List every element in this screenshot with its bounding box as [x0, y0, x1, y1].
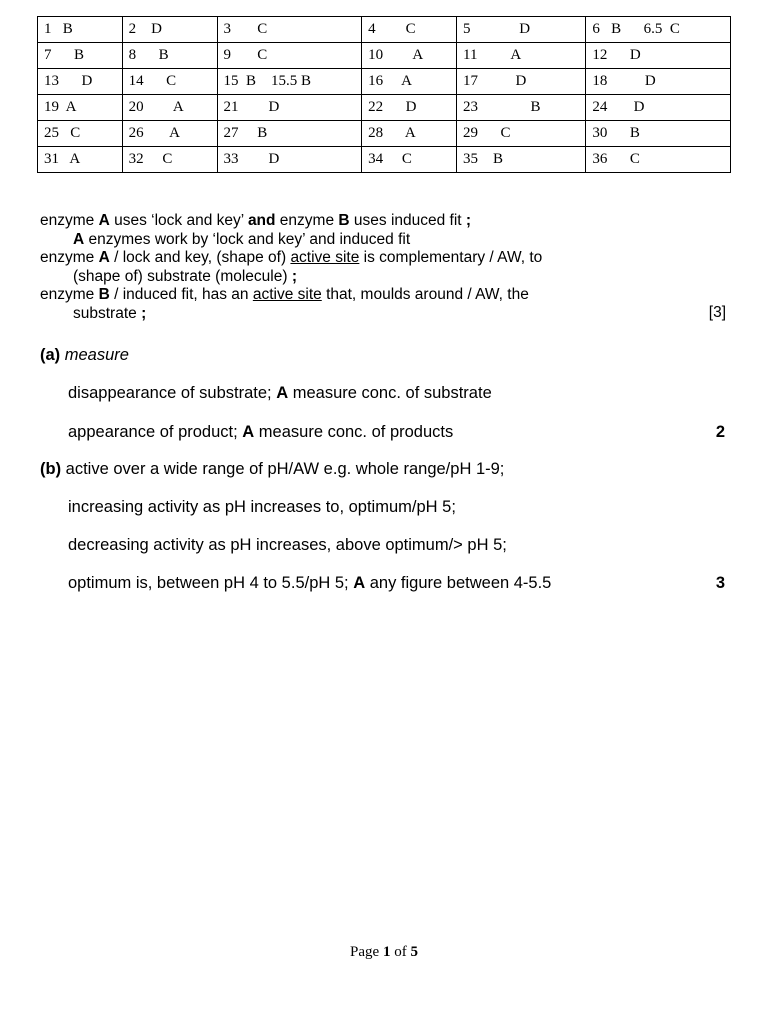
answer-grid-row — [38, 147, 731, 173]
answer-cell: 30 B — [586, 121, 731, 147]
answer-cell: 13 D — [38, 69, 123, 95]
answer-cell: 26 A — [122, 121, 217, 147]
question-1-mark-scheme — [40, 212, 740, 323]
answer-cell: 29 C — [457, 121, 586, 147]
answer-grid-row — [38, 69, 731, 95]
answer-cell: 5 D — [457, 17, 586, 43]
answer-cell: 16 A — [362, 69, 457, 95]
answer-cell: 14 C — [122, 69, 217, 95]
answer-cell: 23 B — [457, 95, 586, 121]
q1-line-3: enzyme A / lock and key, (shape of) active site is complementary / AW, to — [40, 249, 543, 266]
answer-cell: 17 D — [457, 69, 586, 95]
part-b-line-2: increasing activity as pH increases to, optimum/pH 5; — [68, 498, 456, 516]
answer-cell: 34 C — [362, 147, 457, 173]
answer-cell: 7 B — [38, 43, 123, 69]
part-a-mark: 2 — [715, 423, 725, 441]
q1-line-4: (shape of) substrate (molecule) ; — [73, 267, 297, 285]
answer-cell: 35 B — [457, 147, 586, 173]
answer-cell: 8 B — [122, 43, 217, 69]
answer-cell: 36 C — [586, 147, 731, 173]
answer-cell: 33 D — [217, 147, 362, 173]
answer-cell: 27 B — [217, 121, 362, 147]
answer-cell: 10 A — [362, 43, 457, 69]
page-footer: Page 1 of 5 — [350, 944, 418, 960]
q1-line-6: substrate ; — [73, 304, 147, 322]
q1-mark: [3] — [708, 304, 726, 321]
part-a-line-1: disappearance of substrate; A measure conc. of substrate — [68, 384, 492, 402]
part-a-heading: (a) measure — [40, 346, 129, 364]
part-b-line-1: (b) active over a wide range of pH/AW e.g. whole range/pH 1-9; — [40, 460, 505, 478]
answer-cell: 21 D — [217, 95, 362, 121]
answer-cell: 24 D — [586, 95, 731, 121]
answer-cell: 32 C — [122, 147, 217, 173]
answer-grid — [37, 16, 731, 173]
answer-cell: 4 C — [362, 17, 457, 43]
answer-cell: 9 C — [217, 43, 362, 69]
answer-cell: 6 B 6.5 C — [586, 17, 731, 43]
answer-cell: 20 A — [122, 95, 217, 121]
q1-line-5: enzyme B / induced fit, has an active site that, moulds around / AW, the — [40, 286, 529, 303]
answer-grid-row — [38, 95, 731, 121]
answer-grid-row — [38, 17, 731, 43]
q1-line-2: A enzymes work by ‘lock and key’ and induced fit — [73, 230, 411, 248]
part-b-line-4: optimum is, between pH 4 to 5.5/pH 5; A any figure between 4-5.5 — [68, 574, 552, 592]
answer-cell: 28 A — [362, 121, 457, 147]
answer-cell: 11 A — [457, 43, 586, 69]
answer-cell: 25 C — [38, 121, 123, 147]
answer-cell: 3 C — [217, 17, 362, 43]
answer-cell: 19 A — [38, 95, 123, 121]
answer-cell: 31 A — [38, 147, 123, 173]
q1-line-1: enzyme A uses ‘lock and key’ and enzyme B uses induced fit ; — [40, 212, 472, 229]
answer-grid-row — [38, 121, 731, 147]
part-b-line-3: decreasing activity as pH increases, above optimum/> pH 5; — [68, 536, 507, 554]
part-b-mark: 3 — [715, 574, 725, 592]
answer-grid-row — [38, 43, 731, 69]
answer-cell: 15 B 15.5 B — [217, 69, 362, 95]
part-a-line-2: appearance of product; A measure conc. of products — [68, 423, 454, 441]
answer-cell: 2 D — [122, 17, 217, 43]
answer-cell: 12 D — [586, 43, 731, 69]
answer-cell: 1 B — [38, 17, 123, 43]
answer-cell: 22 D — [362, 95, 457, 121]
answer-cell: 18 D — [586, 69, 731, 95]
